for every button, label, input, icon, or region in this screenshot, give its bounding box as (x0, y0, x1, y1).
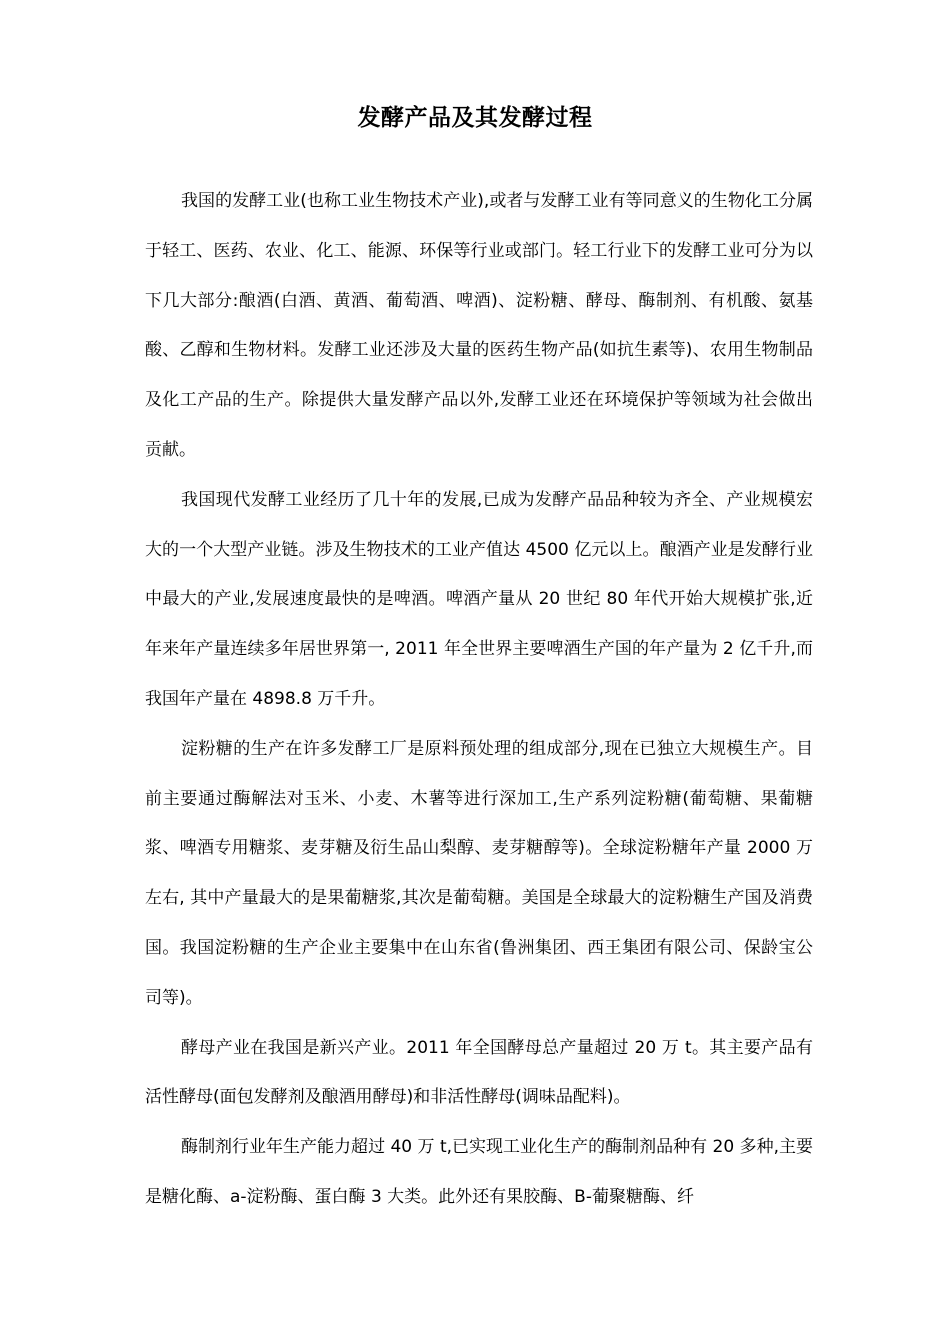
paragraph-yeast-industry: 酵母产业在我国是新兴产业。2011 年全国酵母总产量超过 20 万 t。其主要产品有活性酵母(面包发酵剂及酿酒用酵母)和非活性酵母(调味品配料)。 (145, 1037, 813, 1108)
paragraph-fermentation-industry-overview: 我国的发酵工业(也称工业生物技术产业),或者与发酵工业有等同意义的生物化工分属于轻工、医药、农业、化工、能源、环保等行业或部门。轻工行业下的发酵工业可分为以下几大部分:酿酒(白酒、黄酒、葡萄酒、啤酒)、淀粉糖、酵母、酶制剂、有机酸、氨基酸、乙醇和生物材料。发酵工业还涉及大量的医药生物产品(如抗生素等)、农用生物制品及化工产品的生产。除提供大量发酵产品以外,发酵工业还在环境保护等领域为社会做出贡献。 (145, 191, 813, 460)
paragraph-modern-fermentation-development: 我国现代发酵工业经历了几十年的发展,已成为发酵产品品种较为齐全、产业规模宏大的一个大型产业链。涉及生物技术的工业产值达 4500 亿元以上。酿酒产业是发酵行业中最大的产业,发展速度最快的是啤酒。啤酒产量从 20 世纪 80 年代开始大规模扩张,近年来年产量连续多年居世界第一, 2011 年全世界主要啤酒生产国的年产量为 2 亿千升,而我国年产量在 4898.8 万千升。 (145, 489, 813, 709)
paragraph-enzyme-preparations: 酶制剂行业年生产能力超过 40 万 t,已实现工业化生产的酶制剂品种有 20 多种,主要是糖化酶、a-淀粉酶、蛋白酶 3 大类。此外还有果胶酶、B-葡聚糖酶、纤 (145, 1137, 813, 1207)
document-title: 发酵产品及其发酵过程 (357, 105, 593, 131)
document-body (145, 177, 813, 1223)
paragraph-starch-sugar: 淀粉糖的生产在许多发酵工厂是原料预处理的组成部分,现在已独立大规模生产。目前主要通过酶解法对玉米、小麦、木薯等进行深加工,生产系列淀粉糖(葡萄糖、果葡糖浆、啤酒专用糖浆、麦芽糖及衍生品山梨醇、麦芽糖醇等)。全球淀粉糖年产量 2000 万左右, 其中产量最大的是果葡糖浆,其次是葡萄糖。美国是全球最大的淀粉糖生产国及消费国。我国淀粉糖的生产企业主要集中在山东省(鲁洲集团、西王集团有限公司、保龄宝公司等)。 (145, 738, 813, 1008)
